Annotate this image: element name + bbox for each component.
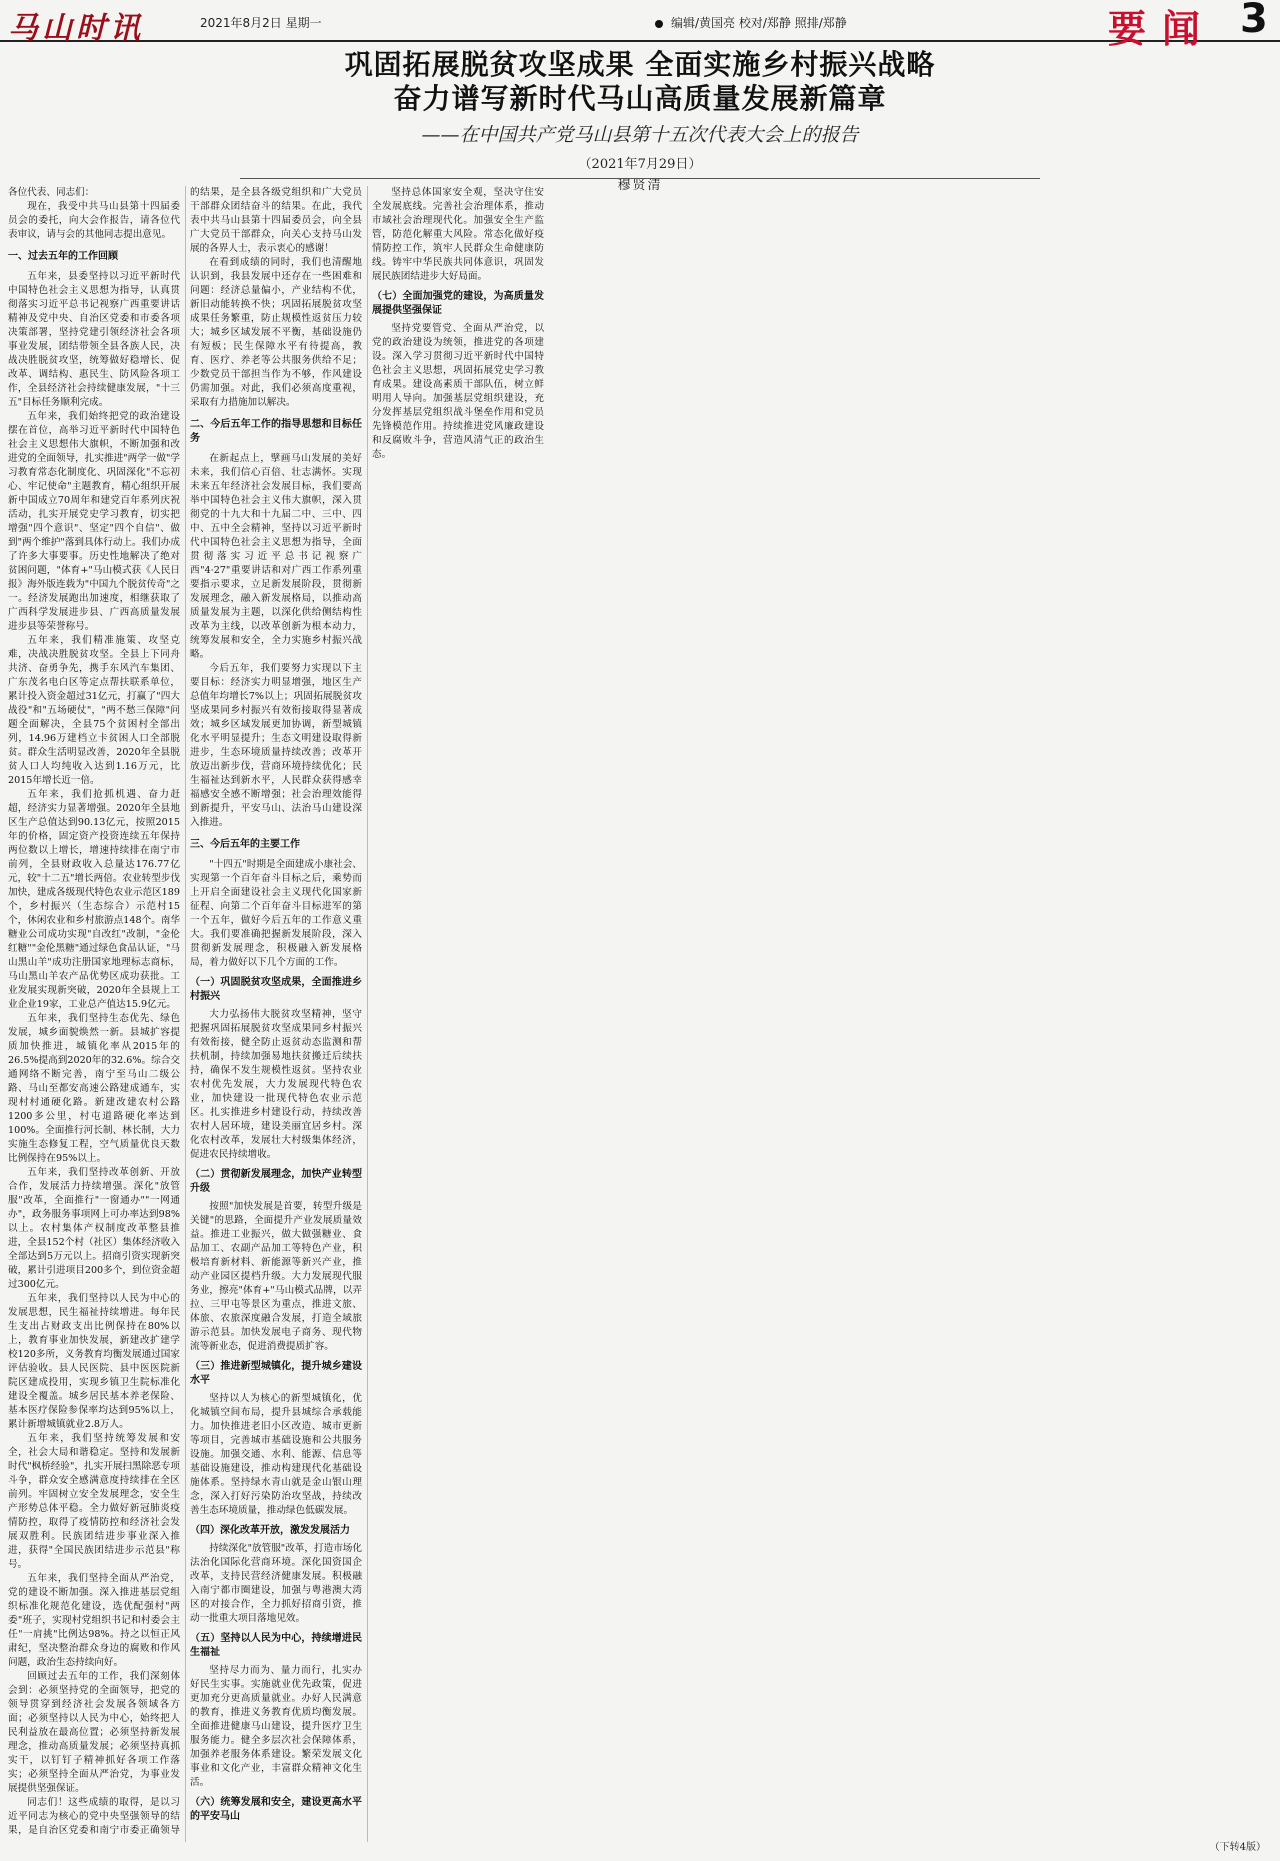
section-title: 要闻 bbox=[1108, 7, 1217, 51]
editor-credits-text: 编辑/黄国亮 校对/郑静 照排/郑静 bbox=[671, 16, 847, 30]
paragraph: 大力弘扬伟大脱贫攻坚精神，坚守把握巩固拓展脱贫攻坚成果同乡村振兴有效衔接，健全防止返贫动态监测和帮扶机制，持续加强易地扶贫搬迁后续扶持，确保不发生规模性返贫。坚持农业农村优先发展，大力发展现代特色农业，加快建设一批现代特色农业示范区。扎实推进乡村建设行动，持续改善农村人居环境，建设美丽宜居乡村。深化农村改革，发展壮大村级集体经济，促进农民持续增收。 bbox=[190, 1009, 362, 1160]
article-body bbox=[8, 186, 1272, 1842]
masthead bbox=[0, 0, 1280, 51]
author: 穆贤清 bbox=[617, 178, 663, 193]
paragraph: 按照"加快发展是首要，转型升级是关键"的思路，全面提升产业发展质量效益。推进工业振兴，做大做强糖业、食品加工、农副产品加工等特色产业，积极培育新材料、新能源等新兴产业，推动产业园区提档升级。大力发展现代服务业，擦亮"体育+"马山模式品牌，以弄拉、三甲屯等景区为重点，推进文旅、体旅、农旅深度融合发展，打造全域旅游示范县。加快发展电子商务、现代物流等新业态，促进消费提质扩容。 bbox=[190, 1201, 362, 1352]
paragraph: 在看到成绩的同时，我们也清醒地认识到，我县发展中还存在一些困难和问题：经济总量偏小，产业结构不优，新旧动能转换不快；巩固拓展脱贫攻坚成果任务繁重，防止规模性返贫压力较大；城乡区域发展不平衡，基础设施仍有短板；民生保障水平有待提高，教育、医疗、养老等公共服务供给不足；少数党员干部担当作为不够，作风建设仍需加强。对此，我们必须高度重视，采取有力措施加以解决。 bbox=[190, 257, 362, 408]
paragraph: 五年来，县委坚持以习近平新时代中国特色社会主义思想为指导，认真贯彻落实习近平总书记视察广西重要讲话精神及党中央、自治区党委和市委各项决策部署，坚持党建引领经济社会各项事业发展，团结带领全县各族人民，决战决胜脱贫攻坚，统筹做好稳增长、促改革、调结构、惠民生、防风险各项工作，全县经济社会持续健康发展，"十三五"目标任务顺利完成。 bbox=[8, 271, 180, 408]
paragraph: 五年来，我们坚持生态优先、绿色发展，城乡面貌焕然一新。县城扩容提质加快推进，城镇化率从2015年的26.5%提高到2020年的32.6%。综合交通网络不断完善，南宁至马山二级公路、马山至都安高速公路建成通车，实现村村通硬化路。新建改建农村公路1200多公里，村屯道路硬化率达到100%。全面推行河长制、林长制，大力实施生态修复工程，空气质量优良天数比例保持在95%以上。 bbox=[8, 1013, 180, 1164]
subheadline: ——在中国共产党马山县第十五次代表大会上的报告 bbox=[421, 124, 859, 146]
subsection-heading: （六）统筹发展和安全，建设更高水平的平安马山 bbox=[190, 1797, 362, 1822]
paragraph: 五年来，我们坚持统筹发展和安全，社会大局和谐稳定。坚持和发展新时代"枫桥经验"，扎实开展扫黑除恶专项斗争，群众安全感满意度持续排在全区前列。牢固树立安全发展理念，安全生产形势总体平稳。全力做好新冠肺炎疫情防控，取得了疫情防控和经济社会发展双胜利。民族团结进步事业深入推进，获得"全国民族团结进步示范县"称号。 bbox=[8, 1433, 180, 1570]
paragraph: 同志们！这些成绩的取得，是以习近平同志为核心的党中央坚强领导的结果，是自治区党委和南宁市委正确领导的结果，是全县各级党组织和广大党员干部群众团结奋斗的结果。在此，我代表中共马山县第十四届委员会，向全县广大党员干部群众，向关心支持马山发展的各界人士，表示衷心的感谢！ bbox=[8, 187, 362, 1836]
editor-credits bbox=[655, 14, 847, 31]
salutation: 各位代表、同志们： bbox=[8, 187, 95, 198]
bullet-icon bbox=[655, 20, 663, 28]
paragraph: 回顾过去五年的工作，我们深刻体会到：必须坚持党的全面领导，把党的领导贯穿到经济社会发展各领域各方面；必须坚持以人民为中心，始终把人民利益放在最高位置；必须坚持新发展理念，推动高质量发展；必须坚持真抓实干，以钉钉子精神抓好各项工作落实；必须坚持全面从严治党，为事业发展提供坚强保证。 bbox=[8, 1671, 180, 1794]
subsection-heading: （七）全面加强党的建设，为高质量发展提供坚强保证 bbox=[372, 291, 544, 316]
paragraph: 五年来，我们始终把党的政治建设摆在首位，高举习近平新时代中国特色社会主义思想伟大旗帜，不断加强和改进党的全面领导，扎实推进"两学一做"学习教育常态化制度化、巩固深化"不忘初心、牢记使命"主题教育，精心组织开展新中国成立70周年和建党百年系列庆祝活动，扎实开展党史学习教育，切实把增强"四个意识"、坚定"四个自信"、做到"两个维护"落到具体行动上。我们办成了许多大事要事。历史性地解决了绝对贫困问题，"体育+"马山模式获《人民日报》海外版连载为"中国九个脱贫传奇"之一。经济发展跑出加速度，相继获取了广西科学发展进步县、广西高质量发展进步县等荣誉称号。 bbox=[8, 411, 180, 632]
meeting-date: （2021年7月29日） bbox=[578, 157, 702, 172]
subsection-heading: （五）坚持以人民为中心，持续增进民生福祉 bbox=[190, 1633, 362, 1658]
issue-date: 2021年8月2日 星期一 bbox=[200, 16, 322, 30]
section-heading: 一、过去五年的工作回顾 bbox=[8, 251, 118, 262]
paragraph: 坚持以人为核心的新型城镇化，优化城镇空间布局，提升县城综合承载能力。加快推进老旧小区改造、城市更新等项目，完善城市基础设施和公共服务设施。加强交通、水利、能源、信息等基础设施建设，推动构建现代化基础设施体系。坚持绿水青山就是金山银山理念，深入打好污染防治攻坚战，持续改善生态环境质量，推动绿色低碳发展。 bbox=[190, 1393, 362, 1516]
paragraph: 持续深化"放管服"改革，打造市场化法治化国际化营商环境。深化国资国企改革，支持民营经济健康发展。积极融入南宁都市圈建设，加强与粤港澳大湾区的对接合作，全力抓好招商引资，推动一批重大项目落地见效。 bbox=[190, 1543, 362, 1624]
paragraph: 五年来，我们坚持改革创新、开放合作，发展活力持续增强。深化"放管服"改革，全面推行"一窗通办""一网通办"，政务服务事项网上可办率达到98%以上。农村集体产权制度改革整县推进，全县152个村（社区）集体经济收入全部达到5万元以上。招商引资实现新突破，累计引进项目200多个，到位资金超过300亿元。 bbox=[8, 1167, 180, 1290]
subsection-heading: （二）贯彻新发展理念，加快产业转型升级 bbox=[190, 1169, 362, 1194]
paragraph: 现在，我受中共马山县第十四届委员会的委托，向大会作报告，请各位代表审议，请与会的其他同志提出意见。 bbox=[8, 201, 180, 240]
paragraph: 坚持尽力而为、量力而行，扎实办好民生实事。实施就业优先政策，促进更加充分更高质量就业。办好人民满意的教育，推进义务教育优质均衡发展。全面推进健康马山建设，提升医疗卫生服务能力。健全多层次社会保障体系，加强养老服务体系建设。繁荣发展文化事业和文化产业，丰富群众精神文化生活。 bbox=[190, 1665, 362, 1788]
page-number: 3 bbox=[1240, 0, 1268, 42]
paragraph: 在新起点上，擘画马山发展的美好未来，我们信心百倍、壮志满怀。实现未来五年经济社会发展目标，我们要高举中国特色社会主义伟大旗帜，深入贯彻党的十九大和十九届二中、三中、四中、五中全会精神，坚持以习近平新时代中国特色社会主义思想为指导，全面贯彻落实习近平总书记视察广西"4·27"重要讲话和对广西工作系列重要指示要求，立足新发展阶段，贯彻新发展理念，融入新发展格局，以推动高质量发展为主题，以深化供给侧结构性改革为主线，以改革创新为根本动力，统筹发展和安全，全力实施乡村振兴战略。 bbox=[190, 453, 362, 660]
paragraph: 五年来，我们坚持全面从严治党，党的建设不断加强。深入推进基层党组织标准化规范化建设，选优配强村"两委"班子，实现村党组织书记和村委会主任"一肩挑"比例达98%。持之以恒正风肃纪，坚决整治群众身边的腐败和作风问题，政治生态持续向好。 bbox=[8, 1573, 180, 1668]
headline-line-2: 奋力谱写新时代马山高质量发展新篇章 bbox=[393, 82, 887, 115]
paragraph: "十四五"时期是全面建成小康社会、实现第一个百年奋斗目标之后，乘势而上开启全面建设社会主义现代化国家新征程、向第二个百年奋斗目标进军的第一个五年，做好今后五年的工作意义重大。我们要准确把握新发展阶段，深入贯彻新发展理念，积极融入新发展格局，着力做好以下几个方面的工作。 bbox=[190, 859, 362, 968]
paragraph: 五年来，我们坚持以人民为中心的发展思想，民生福祉持续增进。每年民生支出占财政支出比例保持在80%以上，教育事业加快发展，新建改扩建学校120多所，义务教育均衡发展通过国家评估验收。县人民医院、县中医医院新院区建成投用，实现乡镇卫生院标准化建设全覆盖。城乡居民基本养老保险、基本医疗保险参保率均达到95%以上，累计新增城镇就业2.8万人。 bbox=[8, 1293, 180, 1430]
paragraph: 五年来，我们精准施策、攻坚克难，决战决胜脱贫攻坚。全县上下同舟共济、奋勇争先，携手东风汽车集团、广东茂名电白区等定点帮扶联系单位，累计投入资金超过31亿元，打赢了"四大战役"和"五场硬仗"，"两不愁三保障"问题全面解决，全县75个贫困村全部出列，14.96万建档立卡贫困人口全部脱贫。群众生活明显改善，2020年全县脱贫人口人均纯收入达到1.16万元，比2015年增长近一倍。 bbox=[8, 635, 180, 786]
paragraph: 五年来，我们抢抓机遇、奋力赶超，经济实力显著增强。2020年全县地区生产总值达到90.13亿元，按照2015年的价格，固定资产投资连续五年保持两位数以上增长，增速持续排在南宁市前列，全县财政收入总量达176.77亿元，较"十二五"增长两倍。农业转型步伐加快，建成各级现代特色农业示范区189个，乡村振兴（生态综合）示范村15个，休闲农业和乡村旅游点148个。南华糖业公司成功实现"自改红"改制，"金伦红糖""金伦黑糖"通过绿色食品认证，"马山黑山羊"成功注册国家地理标志商标，马山黑山羊农产品优势区成功获批。工业发展实现新突破，2020年全县规上工业企业19家，工业总产值达15.9亿元。 bbox=[8, 789, 180, 1010]
section-heading: 二、今后五年工作的指导思想和目标任务 bbox=[190, 419, 362, 444]
section-heading: 三、今后五年的主要工作 bbox=[190, 839, 300, 850]
subsection-heading: （四）深化改革开放，激发发展活力 bbox=[190, 1525, 350, 1536]
paragraph: 今后五年，我们要努力实现以下主要目标：经济实力明显增强，地区生产总值年均增长7%以上；巩固拓展脱贫攻坚成果同乡村振兴有效衔接取得显著成效；城乡区域发展更加协调，新型城镇化水平明显提升；生态文明建设取得新进步，生态环境质量持续改善；改革开放迈出新步伐，营商环境持续优化；民生福祉达到新水平，人民群众获得感幸福感安全感不断增强；社会治理效能得到新提升，平安马山、法治马山建设深入推进。 bbox=[190, 663, 362, 828]
newspaper-logo: 马山时讯 bbox=[8, 11, 144, 46]
paragraph: 坚持总体国家安全观，坚决守住安全发展底线。完善社会治理体系，推动市域社会治理现代化。加强安全生产监管，防范化解重大风险。常态化做好疫情防控工作，筑牢人民群众生命健康防线。铸牢中华民族共同体意识，巩固发展民族团结进步大好局面。 bbox=[372, 187, 544, 282]
paragraph: 坚持党要管党、全面从严治党，以党的政治建设为统领，推进党的各项建设。深入学习贯彻习近平新时代中国特色社会主义思想，巩固拓展党史学习教育成果。建设高素质干部队伍，树立鲜明用人导向。加强基层党组织建设，充分发挥基层党组织战斗堡垒作用和党员先锋模范作用。持续推进党风廉政建设和反腐败斗争，营造风清气正的政治生态。 bbox=[372, 323, 544, 460]
subsection-heading: （一）巩固脱贫攻坚成果，全面推进乡村振兴 bbox=[190, 977, 362, 1002]
subsection-heading: （三）推进新型城镇化，提升城乡建设水平 bbox=[190, 1361, 362, 1386]
headline-line-1: 巩固拓展脱贫攻坚成果 全面实施乡村振兴战略 bbox=[344, 48, 936, 81]
headline-divider bbox=[240, 178, 1040, 179]
continued-note: （下转4版） bbox=[1209, 1842, 1266, 1853]
